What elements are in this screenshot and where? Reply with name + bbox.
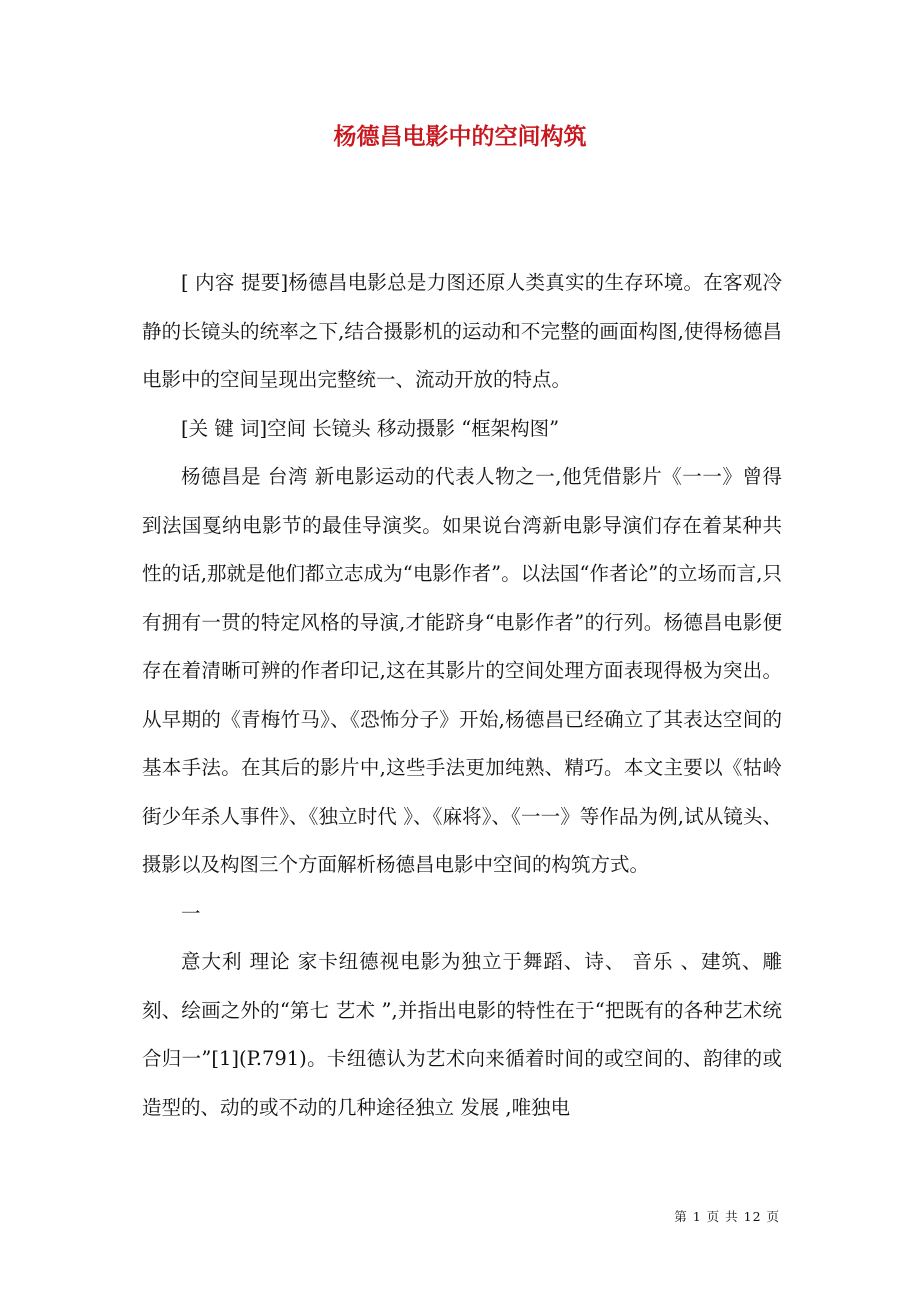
abstract-paragraph: [ 内容 提要]杨德昌电影总是力图还原人类真实的生存环境。在客观冷静的长镜头的统率之下,结合摄影机的运动和不完整的画面构图,使得杨德昌电影中的空间呈现出完整统一、流动开放的特点。	[142, 271, 782, 391]
keywords-paragraph: [关 键 词]空间 长镜头 移动摄影 “框架构图”	[181, 416, 560, 440]
document-body	[142, 259, 782, 1132]
document-title: 杨德昌电影中的空间构筑	[333, 124, 587, 150]
intro-paragraph: 杨德昌是 台湾 新电影运动的代表人物之一,他凭借影片《一一》曾得到法国戛纳电影节的最佳导演奖。如果说台湾新电影导演们存在着某种共性的话,那就是他们都立志成为“电影作者”。以法国“作者论”的立场而言,只有拥有一贯的特定风格的导演,才能跻身“电影作者”的行列。杨德昌电影便存在着清晰可辨的作者印记,这在其影片的空间处理方面表现得极为突出。从早期的《青梅竹马》、《恐怖分子》开始,杨德昌已经确立了其表达空间的基本手法。在其后的影片中,这些手法更加纯熟、精巧。本文主要以《牯岭街少年杀人事件》、《独立时代 》、《麻将》、《一一》等作品为例,试从镜头、摄影以及构图三个方面解析杨德昌电影中空间的构筑方式。	[142, 465, 782, 876]
section-heading: 一	[181, 901, 201, 925]
page-footer: 第 1 页 共 12 页	[674, 1209, 780, 1224]
section-paragraph: 意大利 理论 家卡纽德视电影为独立于舞蹈、诗、 音乐 、建筑、雕刻、绘画之外的“第七 艺术 ”,并指出电影的特性在于“把既有的各种艺术统合归一”[1](P.791)。卡纽德认为艺术向来循着时间的或空间的、韵律的或造型的、动的或不动的几种途径独立 发展 ,唯独电	[142, 950, 782, 1119]
